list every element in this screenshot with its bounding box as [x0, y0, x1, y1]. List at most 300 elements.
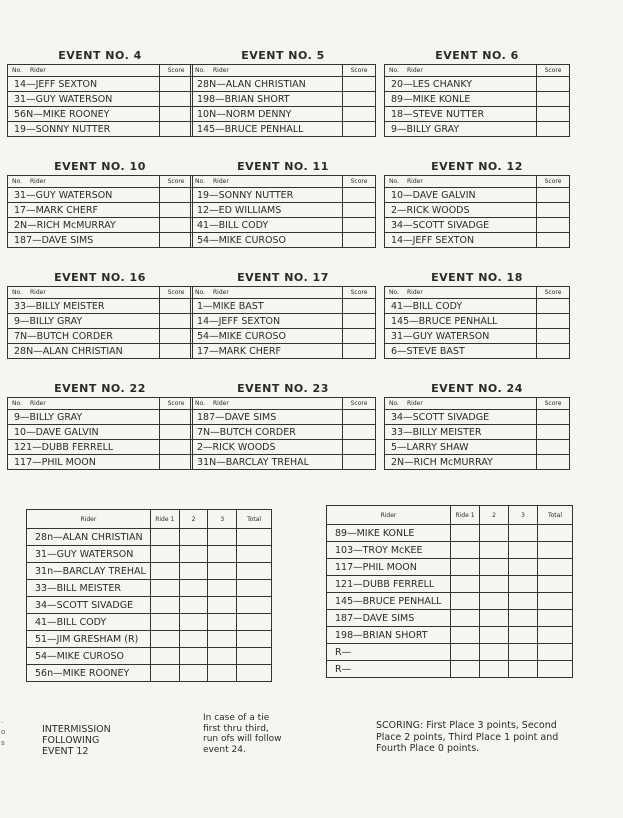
total-cell[interactable] [538, 576, 573, 593]
event-table [7, 175, 193, 248]
score-cell[interactable] [537, 299, 570, 314]
table-row [27, 648, 272, 665]
table-row [385, 440, 570, 455]
header-rider: Rider [27, 510, 151, 529]
event-table-header [8, 398, 193, 410]
score-cell[interactable] [160, 233, 193, 248]
event-table-header [191, 287, 376, 299]
scoring-note [376, 720, 558, 755]
table-row [191, 440, 376, 455]
rider-entry: 17—MARK CHERF [191, 344, 343, 359]
ride1-cell[interactable] [451, 525, 480, 542]
event-title: EVENT NO. 23 [237, 382, 329, 395]
score-cell[interactable] [343, 299, 376, 314]
no-rider-header [385, 65, 537, 77]
total-cell[interactable] [237, 665, 272, 682]
event-table-header [385, 287, 570, 299]
table-row [191, 92, 376, 107]
no-header: No. [195, 178, 205, 185]
rider-entry: 2N—RICH McMURRAY [385, 455, 537, 470]
score-header: Score [160, 287, 193, 299]
event-table [190, 286, 376, 359]
ride2-cell[interactable] [179, 563, 208, 580]
event-table [190, 397, 376, 470]
ride2-cell[interactable] [480, 542, 509, 559]
rider-entry: 145—BRUCE PENHALL [385, 314, 537, 329]
rider-entry: 54—MIKE CUROSO [191, 329, 343, 344]
ride3-cell[interactable] [208, 580, 237, 597]
header-total: Total [237, 510, 272, 529]
score-cell[interactable] [343, 344, 376, 359]
table-row [8, 314, 193, 329]
edge-mark: . [1, 717, 4, 725]
score-cell[interactable] [160, 122, 193, 137]
table-row [8, 410, 193, 425]
rider-header: Rider [407, 289, 423, 296]
score-cell[interactable] [160, 188, 193, 203]
rider-entry: 145—BRUCE PENHALL [191, 122, 343, 137]
rider-entry: 31n—BARCLAY TREHAL [27, 563, 151, 580]
ride1-cell[interactable] [451, 661, 480, 678]
rider-entry: 19—SONNY NUTTER [191, 188, 343, 203]
event-title: EVENT NO. 6 [435, 49, 519, 62]
ride2-cell[interactable] [480, 627, 509, 644]
score-cell[interactable] [537, 203, 570, 218]
rider-header: Rider [30, 400, 46, 407]
score-cell[interactable] [343, 440, 376, 455]
event-title: EVENT NO. 5 [241, 49, 325, 62]
ride1-cell[interactable] [451, 559, 480, 576]
ride1-cell[interactable] [150, 597, 179, 614]
ride1-cell[interactable] [150, 580, 179, 597]
score-cell[interactable] [160, 440, 193, 455]
edge-mark: o [1, 728, 6, 736]
header-total: Total [538, 506, 573, 525]
rider-entry: 103—TROY McKEE [327, 542, 451, 559]
table-row [191, 188, 376, 203]
score-cell[interactable] [343, 314, 376, 329]
header-rider: Rider [327, 506, 451, 525]
score-cell[interactable] [343, 329, 376, 344]
total-cell[interactable] [237, 529, 272, 546]
table-row [385, 410, 570, 425]
no-header: No. [195, 289, 205, 296]
ride2-cell[interactable] [480, 661, 509, 678]
ride2-cell[interactable] [480, 593, 509, 610]
rider-header: Rider [30, 178, 46, 185]
ride1-cell[interactable] [150, 631, 179, 648]
ride3-cell[interactable] [509, 644, 538, 661]
score-cell[interactable] [160, 107, 193, 122]
table-row [8, 203, 193, 218]
ride1-cell[interactable] [150, 546, 179, 563]
no-header: No. [12, 178, 22, 185]
rider-entry: 20—LES CHANKY [385, 77, 537, 92]
rider-entry: R— [327, 661, 451, 678]
score-cell[interactable] [537, 188, 570, 203]
total-cell[interactable] [538, 661, 573, 678]
table-row [191, 299, 376, 314]
table-row [385, 107, 570, 122]
rider-entry: 187—DAVE SIMS [327, 610, 451, 627]
event-table-header [385, 65, 570, 77]
ride2-cell[interactable] [179, 665, 208, 682]
event-title: EVENT NO. 18 [431, 271, 523, 284]
score-cell[interactable] [160, 203, 193, 218]
rider-entry: 19—SONNY NUTTER [8, 122, 160, 137]
ride1-cell[interactable] [150, 665, 179, 682]
rider-entry: 10N—NORM DENNY [191, 107, 343, 122]
score-cell[interactable] [343, 233, 376, 248]
score-cell[interactable] [343, 218, 376, 233]
score-cell[interactable] [537, 314, 570, 329]
score-cell[interactable] [537, 92, 570, 107]
table-row [8, 425, 193, 440]
ride1-cell[interactable] [451, 576, 480, 593]
table-row [191, 122, 376, 137]
ride3-cell[interactable] [509, 593, 538, 610]
event-card [7, 270, 193, 359]
score-cell[interactable] [537, 440, 570, 455]
table-row [385, 425, 570, 440]
rider-entry: 1—MIKE BAST [191, 299, 343, 314]
table-row [8, 440, 193, 455]
header-c2: 2 [480, 506, 509, 525]
rider-header: Rider [407, 67, 423, 74]
event-table-header [8, 176, 193, 188]
no-header: No. [389, 178, 399, 185]
ride1-cell[interactable] [451, 627, 480, 644]
ride2-cell[interactable] [480, 610, 509, 627]
score-cell[interactable] [160, 425, 193, 440]
rider-entry: 89—MIKE KONLE [385, 92, 537, 107]
ride2-cell[interactable] [179, 631, 208, 648]
rider-entry: 14—JEFF SEXTON [385, 233, 537, 248]
rider-entry: 5—LARRY SHAW [385, 440, 537, 455]
ride2-cell[interactable] [179, 529, 208, 546]
total-cell[interactable] [538, 593, 573, 610]
table-row [385, 122, 570, 137]
score-cell[interactable] [537, 455, 570, 470]
table-row [385, 203, 570, 218]
ride2-cell[interactable] [480, 644, 509, 661]
rider-header: Rider [213, 289, 229, 296]
table-row [191, 314, 376, 329]
score-header: Score [160, 398, 193, 410]
header-c3: 3 [208, 510, 237, 529]
table-row [27, 529, 272, 546]
ride3-cell[interactable] [208, 597, 237, 614]
total-cell[interactable] [538, 559, 573, 576]
rider-entry: 17—MARK CHERF [8, 203, 160, 218]
total-cell[interactable] [538, 610, 573, 627]
event-card [7, 381, 193, 470]
rider-entry: 54—MIKE CUROSO [191, 233, 343, 248]
score-cell[interactable] [537, 329, 570, 344]
table-row [385, 344, 570, 359]
score-cell[interactable] [343, 77, 376, 92]
table-row [327, 559, 573, 576]
ride1-cell[interactable] [150, 563, 179, 580]
score-cell[interactable] [537, 425, 570, 440]
table-row [191, 233, 376, 248]
score-cell[interactable] [343, 410, 376, 425]
score-cell[interactable] [160, 410, 193, 425]
header-ride1: Ride 1 [150, 510, 179, 529]
no-header: No. [195, 67, 205, 74]
rider-entry: 117—PHIL MOON [8, 455, 160, 470]
no-rider-header [385, 398, 537, 410]
no-rider-header [385, 176, 537, 188]
ride2-cell[interactable] [179, 546, 208, 563]
table-row [8, 218, 193, 233]
ride3-cell[interactable] [509, 661, 538, 678]
total-cell[interactable] [237, 563, 272, 580]
total-cell[interactable] [237, 614, 272, 631]
ride2-cell[interactable] [480, 525, 509, 542]
score-header: Score [160, 176, 193, 188]
event-card [190, 381, 376, 470]
score-cell[interactable] [537, 233, 570, 248]
ride3-cell[interactable] [509, 542, 538, 559]
ride3-cell[interactable] [208, 529, 237, 546]
intermission-line: EVENT 12 [42, 746, 89, 757]
score-cell[interactable] [160, 299, 193, 314]
ride3-cell[interactable] [509, 576, 538, 593]
rider-entry: 51—JIM GRESHAM (R) [27, 631, 151, 648]
table-row [327, 627, 573, 644]
score-cell[interactable] [160, 314, 193, 329]
total-cell[interactable] [538, 644, 573, 661]
score-cell[interactable] [537, 107, 570, 122]
event-table [190, 64, 376, 137]
no-header: No. [389, 289, 399, 296]
rider-entry: 41—BILL CODY [385, 299, 537, 314]
table-row [27, 563, 272, 580]
event-title: EVENT NO. 22 [54, 382, 146, 395]
table-row [327, 542, 573, 559]
event-table [7, 64, 193, 137]
rider-header: Rider [213, 178, 229, 185]
rider-entry: 31—GUY WATERSON [27, 546, 151, 563]
ride3-cell[interactable] [509, 627, 538, 644]
event-table-header [191, 65, 376, 77]
ride1-cell[interactable] [150, 648, 179, 665]
no-header: No. [389, 67, 399, 74]
table-row [27, 546, 272, 563]
score-cell[interactable] [160, 344, 193, 359]
tie-line: In case of a tie [203, 713, 270, 723]
scoring-line: Place 2 points, Third Place 1 point and [376, 731, 559, 743]
score-header: Score [537, 65, 570, 77]
no-rider-header [385, 287, 537, 299]
total-cell[interactable] [237, 631, 272, 648]
ride3-cell[interactable] [208, 563, 237, 580]
total-cell[interactable] [237, 648, 272, 665]
event-card [7, 48, 193, 137]
rider-header: Rider [213, 400, 229, 407]
ride2-cell[interactable] [480, 576, 509, 593]
no-rider-header [8, 398, 160, 410]
ride1-cell[interactable] [451, 610, 480, 627]
score-cell[interactable] [537, 122, 570, 137]
event-card [384, 381, 570, 470]
rider-entry: 89—MIKE KONLE [327, 525, 451, 542]
rider-entry: 28N—ALAN CHRISTIAN [191, 77, 343, 92]
score-header: Score [343, 398, 376, 410]
ride3-cell[interactable] [208, 665, 237, 682]
table-row [8, 92, 193, 107]
table-row [191, 344, 376, 359]
ride2-cell[interactable] [179, 614, 208, 631]
table-row [385, 188, 570, 203]
score-header: Score [160, 65, 193, 77]
ride2-cell[interactable] [179, 580, 208, 597]
table-row [8, 344, 193, 359]
table-row [191, 218, 376, 233]
header-c3: 3 [509, 506, 538, 525]
ride1-cell[interactable] [150, 529, 179, 546]
event-table [190, 175, 376, 248]
total-cell[interactable] [237, 546, 272, 563]
rider-entry: 28n—ALAN CHRISTIAN [27, 529, 151, 546]
score-cell[interactable] [343, 203, 376, 218]
score-cell[interactable] [343, 455, 376, 470]
tie-line: run ofs will follow [203, 734, 282, 744]
ride3-cell[interactable] [509, 559, 538, 576]
ride3-cell[interactable] [509, 525, 538, 542]
table-row [191, 455, 376, 470]
no-rider-header [8, 176, 160, 188]
summary-right [326, 505, 573, 678]
table-row [385, 77, 570, 92]
ride1-cell[interactable] [451, 593, 480, 610]
table-row [327, 661, 573, 678]
ride3-cell[interactable] [509, 610, 538, 627]
score-cell[interactable] [343, 92, 376, 107]
rider-entry: 198—BRIAN SHORT [191, 92, 343, 107]
header-c2: 2 [179, 510, 208, 529]
total-cell[interactable] [237, 580, 272, 597]
no-rider-header [8, 287, 160, 299]
table-row [27, 631, 272, 648]
ride1-cell[interactable] [451, 542, 480, 559]
score-cell[interactable] [160, 77, 193, 92]
rider-entry: 34—SCOTT SIVADGE [385, 218, 537, 233]
rider-entry: 7N—BUTCH CORDER [8, 329, 160, 344]
table-row [27, 614, 272, 631]
ride2-cell[interactable] [480, 559, 509, 576]
ride1-cell[interactable] [451, 644, 480, 661]
intermission-note [42, 724, 111, 757]
event-title: EVENT NO. 10 [54, 160, 146, 173]
summary-table [326, 505, 573, 678]
table-row [385, 233, 570, 248]
rider-entry: 6—STEVE BAST [385, 344, 537, 359]
no-header: No. [12, 400, 22, 407]
summary-left [26, 509, 272, 682]
event-table [384, 175, 570, 248]
event-title: EVENT NO. 24 [431, 382, 523, 395]
event-title: EVENT NO. 16 [54, 271, 146, 284]
table-row [191, 329, 376, 344]
rider-entry: 28N—ALAN CHRISTIAN [8, 344, 160, 359]
event-table-header [191, 398, 376, 410]
table-row [8, 122, 193, 137]
score-cell[interactable] [537, 410, 570, 425]
score-header: Score [537, 287, 570, 299]
score-header: Score [343, 176, 376, 188]
rider-entry: 9—BILLY GRAY [8, 314, 160, 329]
event-card [384, 159, 570, 248]
edge-mark: s [1, 739, 5, 747]
table-row [385, 299, 570, 314]
rider-entry: 117—PHIL MOON [327, 559, 451, 576]
event-title: EVENT NO. 11 [237, 160, 329, 173]
total-cell[interactable] [538, 542, 573, 559]
score-cell[interactable] [343, 188, 376, 203]
ride2-cell[interactable] [179, 597, 208, 614]
table-row [8, 299, 193, 314]
ride3-cell[interactable] [208, 614, 237, 631]
event-card [384, 270, 570, 359]
event-table-header [385, 176, 570, 188]
table-row [385, 218, 570, 233]
ride1-cell[interactable] [150, 614, 179, 631]
event-table-header [191, 176, 376, 188]
score-cell[interactable] [343, 122, 376, 137]
total-cell[interactable] [538, 525, 573, 542]
rider-header: Rider [30, 67, 46, 74]
event-title: EVENT NO. 17 [237, 271, 329, 284]
score-cell[interactable] [343, 107, 376, 122]
rider-entry: R— [327, 644, 451, 661]
event-table-header [8, 65, 193, 77]
rider-entry: 121—DUBB FERRELL [8, 440, 160, 455]
event-table [7, 286, 193, 359]
score-cell[interactable] [160, 218, 193, 233]
ride3-cell[interactable] [208, 631, 237, 648]
rider-entry: 7N—BUTCH CORDER [191, 425, 343, 440]
score-cell[interactable] [160, 329, 193, 344]
score-cell[interactable] [160, 455, 193, 470]
ride3-cell[interactable] [208, 546, 237, 563]
ride3-cell[interactable] [208, 648, 237, 665]
ride2-cell[interactable] [179, 648, 208, 665]
tie-note [203, 713, 281, 755]
tie-line: first thru third, [203, 723, 269, 734]
table-row [8, 233, 193, 248]
table-row [385, 92, 570, 107]
rider-entry: 41—BILL CODY [191, 218, 343, 233]
rider-entry: 31—GUY WATERSON [8, 92, 160, 107]
no-header: No. [389, 400, 399, 407]
score-cell[interactable] [160, 92, 193, 107]
total-cell[interactable] [538, 627, 573, 644]
rider-entry: 33—BILL MEISTER [27, 580, 151, 597]
table-row [327, 593, 573, 610]
score-cell[interactable] [343, 425, 376, 440]
rider-entry: 198—BRIAN SHORT [327, 627, 451, 644]
rider-entry: 41—BILL CODY [27, 614, 151, 631]
scoring-line: SCORING: First Place 3 points, Second [376, 720, 557, 731]
score-cell[interactable] [537, 344, 570, 359]
score-cell[interactable] [537, 77, 570, 92]
event-card [7, 159, 193, 248]
score-cell[interactable] [537, 218, 570, 233]
rider-entry: 31N—BARCLAY TREHAL [191, 455, 343, 470]
total-cell[interactable] [237, 597, 272, 614]
